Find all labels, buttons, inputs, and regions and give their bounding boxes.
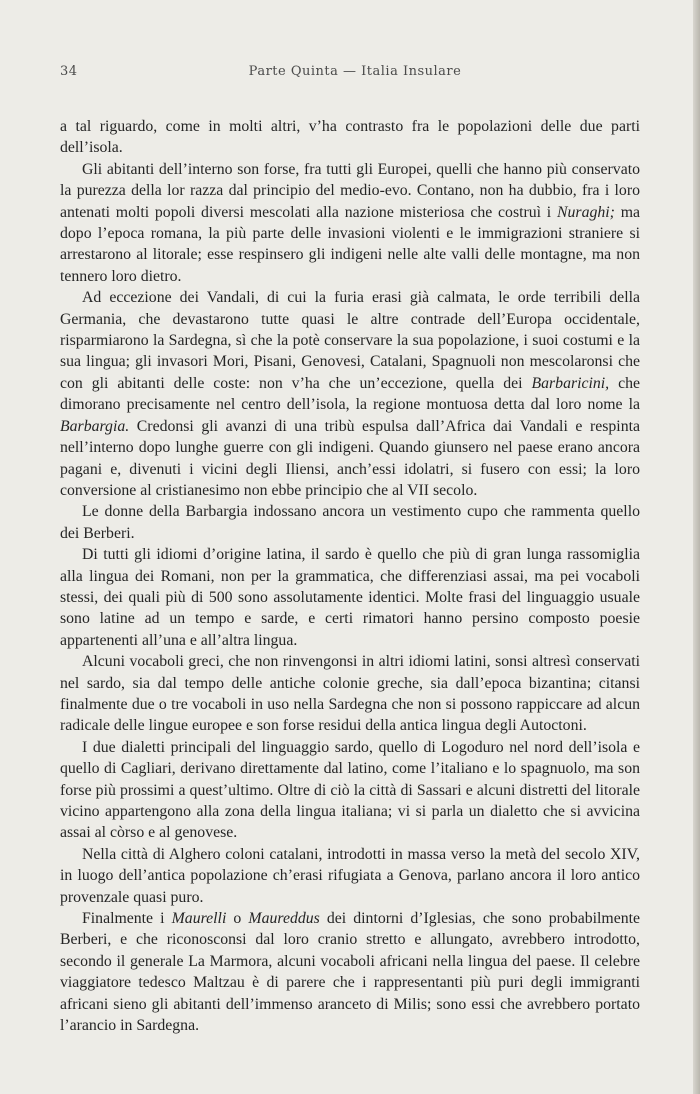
page-header [60, 64, 650, 84]
text-run: Nella città di Alghero coloni catalani, introdotti in massa verso la metà del secolo XIV, in luogo dell’antica popolazione ch’erasi rifugiata a Genova, parlano ancora il loro antico provenzale quasi puro. [60, 845, 640, 906]
running-head: Parte Quinta — Italia Insulare [248, 64, 462, 79]
text-run: Gli abitanti dell’interno son forse, fra tutti gli Europei, quelli che hanno più conservato la purezza della lor razza dal principio del medio-evo. Contano, non ha dubbio, fra i loro antenati molti popoli diversi mescolati alla nazione misteriosa che costruì i [60, 160, 640, 221]
paragraph [60, 844, 640, 908]
body-text [60, 116, 640, 1036]
text-run: Di tutti gli idiomi d’origine latina, il sardo è quello che più di gran lunga rassomiglia alla lingua dei Romani, non per la grammatica, che differenziasi assai, ma pei vocaboli stessi, dei quali più di 500 sono assolutamente identici. Molte frasi del linguaggio usuale sono latine ad un tempo e sarde, e certi rimatori hanno persino composto poesie appartenenti all’una e all’altra lingua. [60, 546, 640, 649]
text-run: a tal riguardo, come in molti altri, v’ha contrasto fra le popolazioni delle due parti dell’isola. [60, 118, 640, 157]
text-run: Alcuni vocaboli greci, che non rinvengonsi in altri idiomi latini, sonsi altresì conservati nel sardo, sia dal tempo delle antiche colonie greche, sia dall’epoca bizantina; citansi finalmente due o tre vocaboli in uso nella Sardegna che non si possono rappiccare ad alcun radicale delle lingue europee e son forse residui della antica lingua degli Autoctoni. [60, 653, 640, 735]
text-run: che dimorano precisamente nel centro dell’isola, la regione montuosa detta dal loro nome la [60, 374, 640, 414]
text-run: Credonsi gli avanzi di una tribù espulsa dall’Africa dai Vandali e respinta nell’interno dopo lunghe guerre con gli indigeni. Quando giunsero nel paese erano ancora pagani e, divenuti i vicini degli Iliensi, anch’essi idolatri, si fusero con essi; la loro conversione al cristianesimo non ebbe principio che al VII secolo. [60, 417, 640, 499]
text-run: Ad eccezione dei Vandali, di cui la furia erasi già calmata, le orde terribili della Germania, che devastarono tutte quasi le altre contrade dell’Europa occidentale, risparmiarono la Sardegna, sì che la potè conservare la sua popolazione, i suoi costumi e la sua lingua; gli invasori Mori, Pisani, Genovesi, Catalani, Spagnuoli non mescolaronsi che con gli abitanti delle coste: non v’ha che un’eccezione, quella dei [60, 289, 640, 392]
text-run: ma dopo l’epoca romana, la più parte delle invasioni violenti e le immigrazioni straniere si arrestarono al litorale; esse respinsero gli indigeni nelle alte valli delle montagne, ma non tennero loro dietro. [60, 203, 640, 285]
paragraph [60, 651, 640, 737]
italic-term: Nuraghi; [556, 203, 615, 221]
page-number: 34 [60, 64, 78, 79]
paragraph [60, 544, 640, 651]
paragraph [60, 159, 640, 287]
paragraph [60, 501, 640, 544]
paragraph [60, 116, 640, 159]
text-run: dei dintorni d’Iglesias, che sono probabilmente Berberi, e che riconosconsi dal loro cranio stretto e allungato, avrebbero introdotto, secondo il generale La Marmora, alcuni vocaboli africani nella lingua del paese. Il celebre viaggiatore tedesco Maltzau è di parere che i rappresentanti più puri degli immigranti africani sieno gli abitanti dell’immenso aranceto di Milis; sono essi che avrebbero portato l’arancio in Sardegna. [60, 910, 641, 1035]
text-run: o [226, 910, 249, 928]
text-run: I due dialetti principali del linguaggio sardo, quello di Logoduro nel nord dell’isola e quello di Cagliari, derivano direttamente dal latino, come l’italiano e lo spagnuolo, ma son forse più prossimi a quest’ultimo. Oltre di ciò la città di Sassari e alcuni distretti del litorale vicino appartengono alla zona della lingua italiana; vi si parla un dialetto che si avvicina assai al còrso e al genovese. [60, 738, 640, 842]
italic-term: Maurelli [171, 910, 227, 928]
italic-term: Barbargia. [60, 417, 130, 435]
paragraph [60, 287, 640, 501]
page-edge-shadow [693, 0, 700, 1094]
text-run: Le donne della Barbargia indossano ancora un vestimento cupo che rammenta quello dei Berberi. [60, 503, 640, 542]
text-run: Finalmente i [82, 910, 172, 928]
italic-term: Barbaricini, [531, 374, 610, 392]
paragraph [60, 737, 640, 844]
italic-term: Maureddus [248, 910, 320, 928]
paragraph [60, 908, 640, 1036]
